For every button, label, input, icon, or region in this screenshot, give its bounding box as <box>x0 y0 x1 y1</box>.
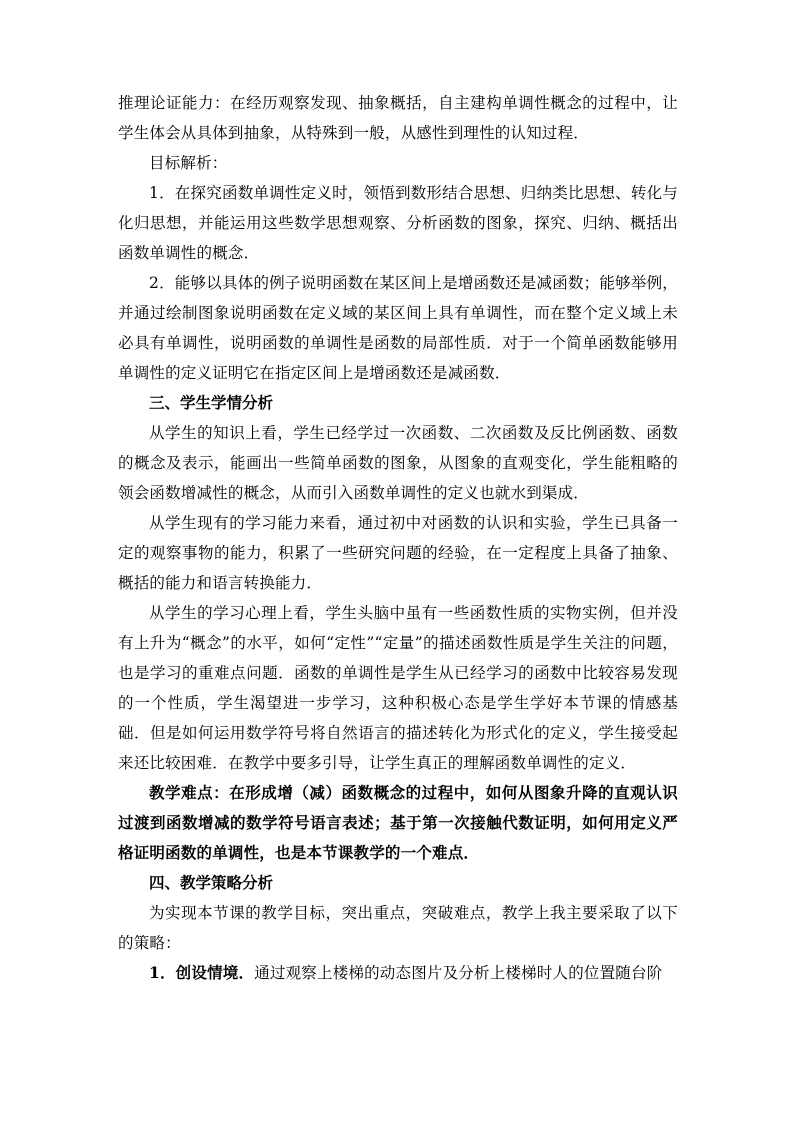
document-body <box>118 88 678 988</box>
paragraph-reasoning-ability: 推理论证能力：在经历观察发现、抽象概括，自主建构单调性概念的过程中，让学生体会从具体到抽象，从特殊到一般，从感性到理性的认知过程． <box>118 94 678 142</box>
paragraph-strategy-1 <box>118 958 678 988</box>
paragraph-goal-1: 1．在探究函数单调性定义时，领悟到数形结合思想、归纳类比思想、转化与化归思想，并能运用这些数学思想观察、分析函数的图象，探究、归纳、概括出函数单调性的概念． <box>118 184 678 262</box>
paragraph-student-ability: 从学生现有的学习能力来看，通过初中对函数的认识和实验，学生已具备一定的观察事物的能力，积累了一些研究问题的经验，在一定程度上具备了抽象、概括的能力和语言转换能力． <box>118 514 678 592</box>
paragraph-strategy-intro: 为实现本节课的教学目标，突出重点，突破难点，教学上我主要采取了以下的策略： <box>118 904 678 952</box>
strategy-1-text: 通过观察上楼梯的动态图片及分析上楼梯时人的位置随台阶 <box>254 964 663 982</box>
paragraph-student-knowledge: 从学生的知识上看，学生已经学过一次函数、二次函数及反比例函数、函数的概念及表示，能画出一些简单函数的图象，从图象的直观变化，学生能粗略的领会函数增减性的概念，从而引入函数单调性的定义也就水到渠成． <box>118 424 678 502</box>
paragraph-teaching-difficulty: 教学难点：在形成增（减）函数概念的过程中，如何从图象升降的直观认识过渡到函数增减的数学符号语言表述；基于第一次接触代数证明，如何用定义严格证明函数的单调性，也是本节课教学的一个难点． <box>118 783 678 862</box>
section-heading-student-analysis: 三、学生学情分析 <box>149 393 274 412</box>
strategy-1-title: 1．创设情境． <box>149 963 255 982</box>
paragraph-student-psychology: 从学生的学习心理上看，学生头脑中虽有一些函数性质的实物实例，但并没有上升为“概念”的水平，如何“定性”“定量”的描述函数性质是学生关注的问题，也是学习的重难点问题．函数的单调性是学生从已经学习的函数中比较容易发现的一个性质，学生渴望进一步学习，这种积极心态是学生学好本节课的情感基础．但是如何运用数学符号将自然语言的描述转化为形式化的定义，学生接受起来还比较困难．在教学中要多引导，让学生真正的理解函数单调性的定义． <box>118 604 678 772</box>
section-heading-teaching-strategy: 四、教学策略分析 <box>149 873 274 892</box>
paragraph-goal-2: 2．能够以具体的例子说明函数在某区间上是增函数还是减函数；能够举例，并通过绘制图象说明函数在定义域的某区间上具有单调性，而在整个定义域上未必具有单调性，说明函数的单调性是函数的局部性质．对于一个简单函数能够用单调性的定义证明它在指定区间上是增函数还是减函数． <box>118 274 678 382</box>
paragraph-goal-analysis-title: 目标解析： <box>149 154 228 172</box>
